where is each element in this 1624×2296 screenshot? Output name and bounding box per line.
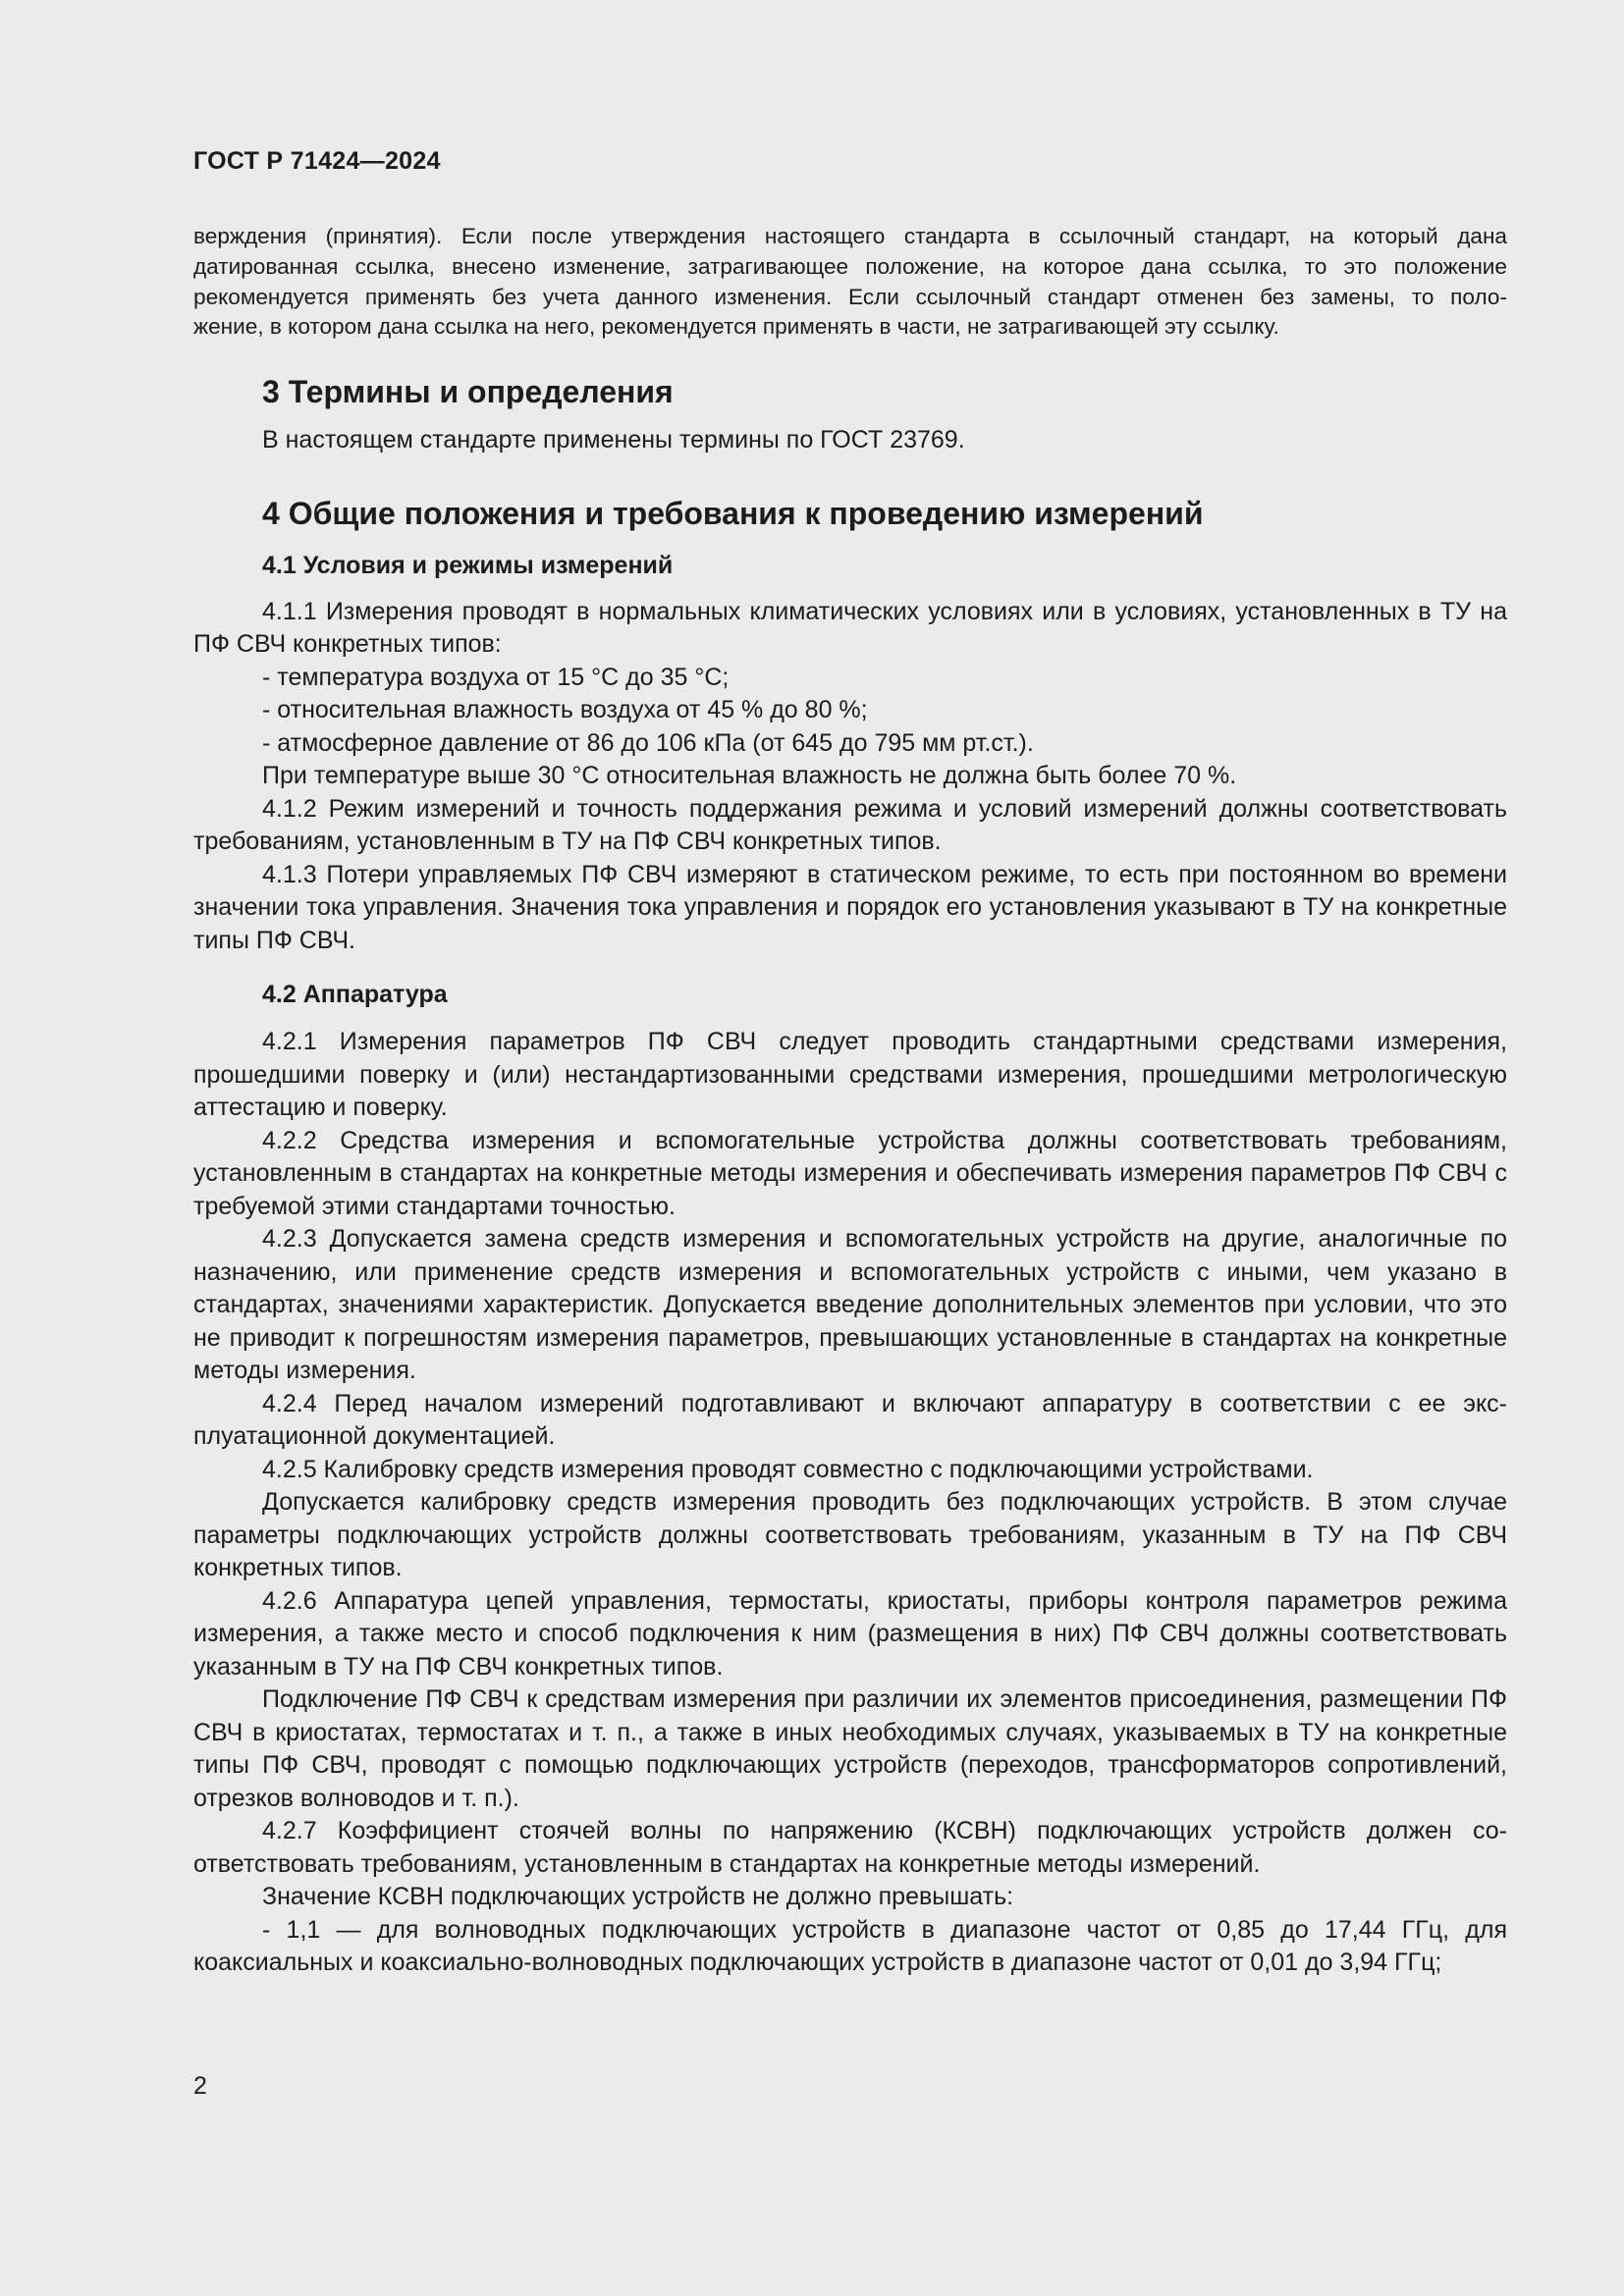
intro-line-1: верждения (принятия). Если после утверждения настоящего стандарта в ссылочный стандарт, на который дана [193,224,1507,248]
paragraph-4-2-6-note: Подключение ПФ СВЧ к средствам измерения при различии их элементов присоединения, размещении ПФ СВЧ в криостатах, термостатах и т. п., а также в иных необходимых случаях, указываемых в ТУ на конкретные типы ПФ СВЧ, проводят с помощью подключающих устройств (переходов, трансформаторов сопротивлений, отрезков волноводов и т. п.). [193,1685,1507,1812]
section-3-text: В настоящем стандарте применены термины по ГОСТ 23769. [262,426,965,454]
intro-line-2: датированная ссылка, внесено изменение, затрагивающее положение, на которое дана ссылка, то это положение [193,253,1507,279]
document-body [193,222,1507,1980]
section-3-title: 3 Термины и определения [262,374,674,410]
paragraph-4-2-7-limit: Значение КСВН подключающих устройств не должно превышать: [262,1883,1014,1911]
paragraph-4-2-7-item: - 1,1 — для волноводных подключающих устройств в диапазоне частот от 0,85 до 17,44 ГГц, для коаксиальных и коаксиально-волноводных подключающих устройств в диапазоне частот от 0,01 до 3,94 ГГц; [193,1915,1507,1977]
paragraph-4-2-7: 4.2.7 Коэффициент стоячей волны по напряжению (КСВН) подключающих устройств должен соответствовать требованиям, установленным в стандартах на конкретные методы измерений. [193,1817,1507,1878]
intro-line-4: жение, в котором дана ссылка на него, рекомендуется применять в части, не затрагивающей эту ссылку. [193,314,1279,340]
paragraph-4-1-1: 4.1.1 Измерения проводят в нормальных климатических условиях или в условиях, установленных в ТУ на ПФ СВЧ конкретных типов: [193,597,1507,659]
section-4-2-title: 4.2 Аппаратура [262,981,448,1009]
paragraph-4-1-2: 4.1.2 Режим измерений и точность поддержания режима и условий измерений должны соответствовать требованиям, установленным в ТУ на ПФ СВЧ конкретных типов. [193,794,1507,856]
document-header-id: ГОСТ Р 71424—2024 [193,147,441,175]
section-4-title: 4 Общие положения и требования к проведению измерений [262,495,1204,531]
list-item-humidity: - относительная влажность воздуха от 45 % до 80 %; [262,696,868,724]
paragraph-4-2-1: 4.2.1 Измерения параметров ПФ СВЧ следует проводить стандартными средствами измерения, прошедшими поверку и (или) нестандартизованными средствами измерения, прошедшими метрологическую аттестацию и поверку. [193,1028,1507,1122]
paragraph-4-1-3: 4.1.3 Потери управляемых ПФ СВЧ измеряют в статическом режиме, то есть при постоянном во времени значении тока управления. Значения тока управления и порядок его установления указывают в ТУ на конкретные типы ПФ СВЧ. [193,860,1507,954]
paragraph-4-2-4: 4.2.4 Перед началом измерений подготавливают и включают аппаратуру в соответствии с ее эксплуатационной документацией. [193,1389,1507,1451]
paragraph-4-2-5-note: Допускается калибровку средств измерения проводить без подключающих устройств. В этом случае параметры подключающих устройств должны соответствовать требованиям, указанным в ТУ на ПФ СВЧ конкретных типов. [193,1488,1507,1582]
page-number: 2 [193,2072,207,2100]
section-4-1-title: 4.1 Условия и режимы измерений [262,551,674,579]
paragraph-4-2-6: 4.2.6 Аппаратура цепей управления, термостаты, криостаты, приборы контроля параметров режима измерения, а также место и способ подключения к ним (размещения в них) ПФ СВЧ должны соответствовать указанным в ТУ на ПФ СВЧ конкретных типов. [193,1586,1507,1681]
intro-line-3: рекомендуется применять без учета данного изменения. Если ссылочный стандарт отменен без замены, то поло- [193,284,1507,309]
list-item-pressure: - атмосферное давление от 86 до 106 кПа (от 645 до 795 мм рт.ст.). [262,728,1034,757]
paragraph-4-2-2: 4.2.2 Средства измерения и вспомогательные устройства должны соответствовать требованиям, установленным в стандартах на конкретные методы измерения и обеспечивать измерения параметров ПФ СВЧ с требуемой этими стандартами точностью. [193,1126,1507,1220]
paragraph-4-2-3: 4.2.3 Допускается замена средств измерения и вспомогательных устройств на другие, аналогичные по назначению, или применение средств измерения и вспомогательных устройств с иными, чем указано в стандартах, значениями характеристик. Допускается введение дополнительных элементов при условии, что это не приводит к погрешностям измерения параметров, превышающих установленные в стандартах на конкретные методы измерения. [193,1225,1507,1385]
paragraph-4-2-5: 4.2.5 Калибровку средств измерения проводят совместно с подключающими устройствами. [262,1455,1314,1483]
paragraph-4-1-1-note: При температуре выше 30 °С относительная влажность не должна быть более 70 %. [262,762,1237,790]
list-item-temperature: - температура воздуха от 15 °С до 35 °С; [262,663,730,691]
